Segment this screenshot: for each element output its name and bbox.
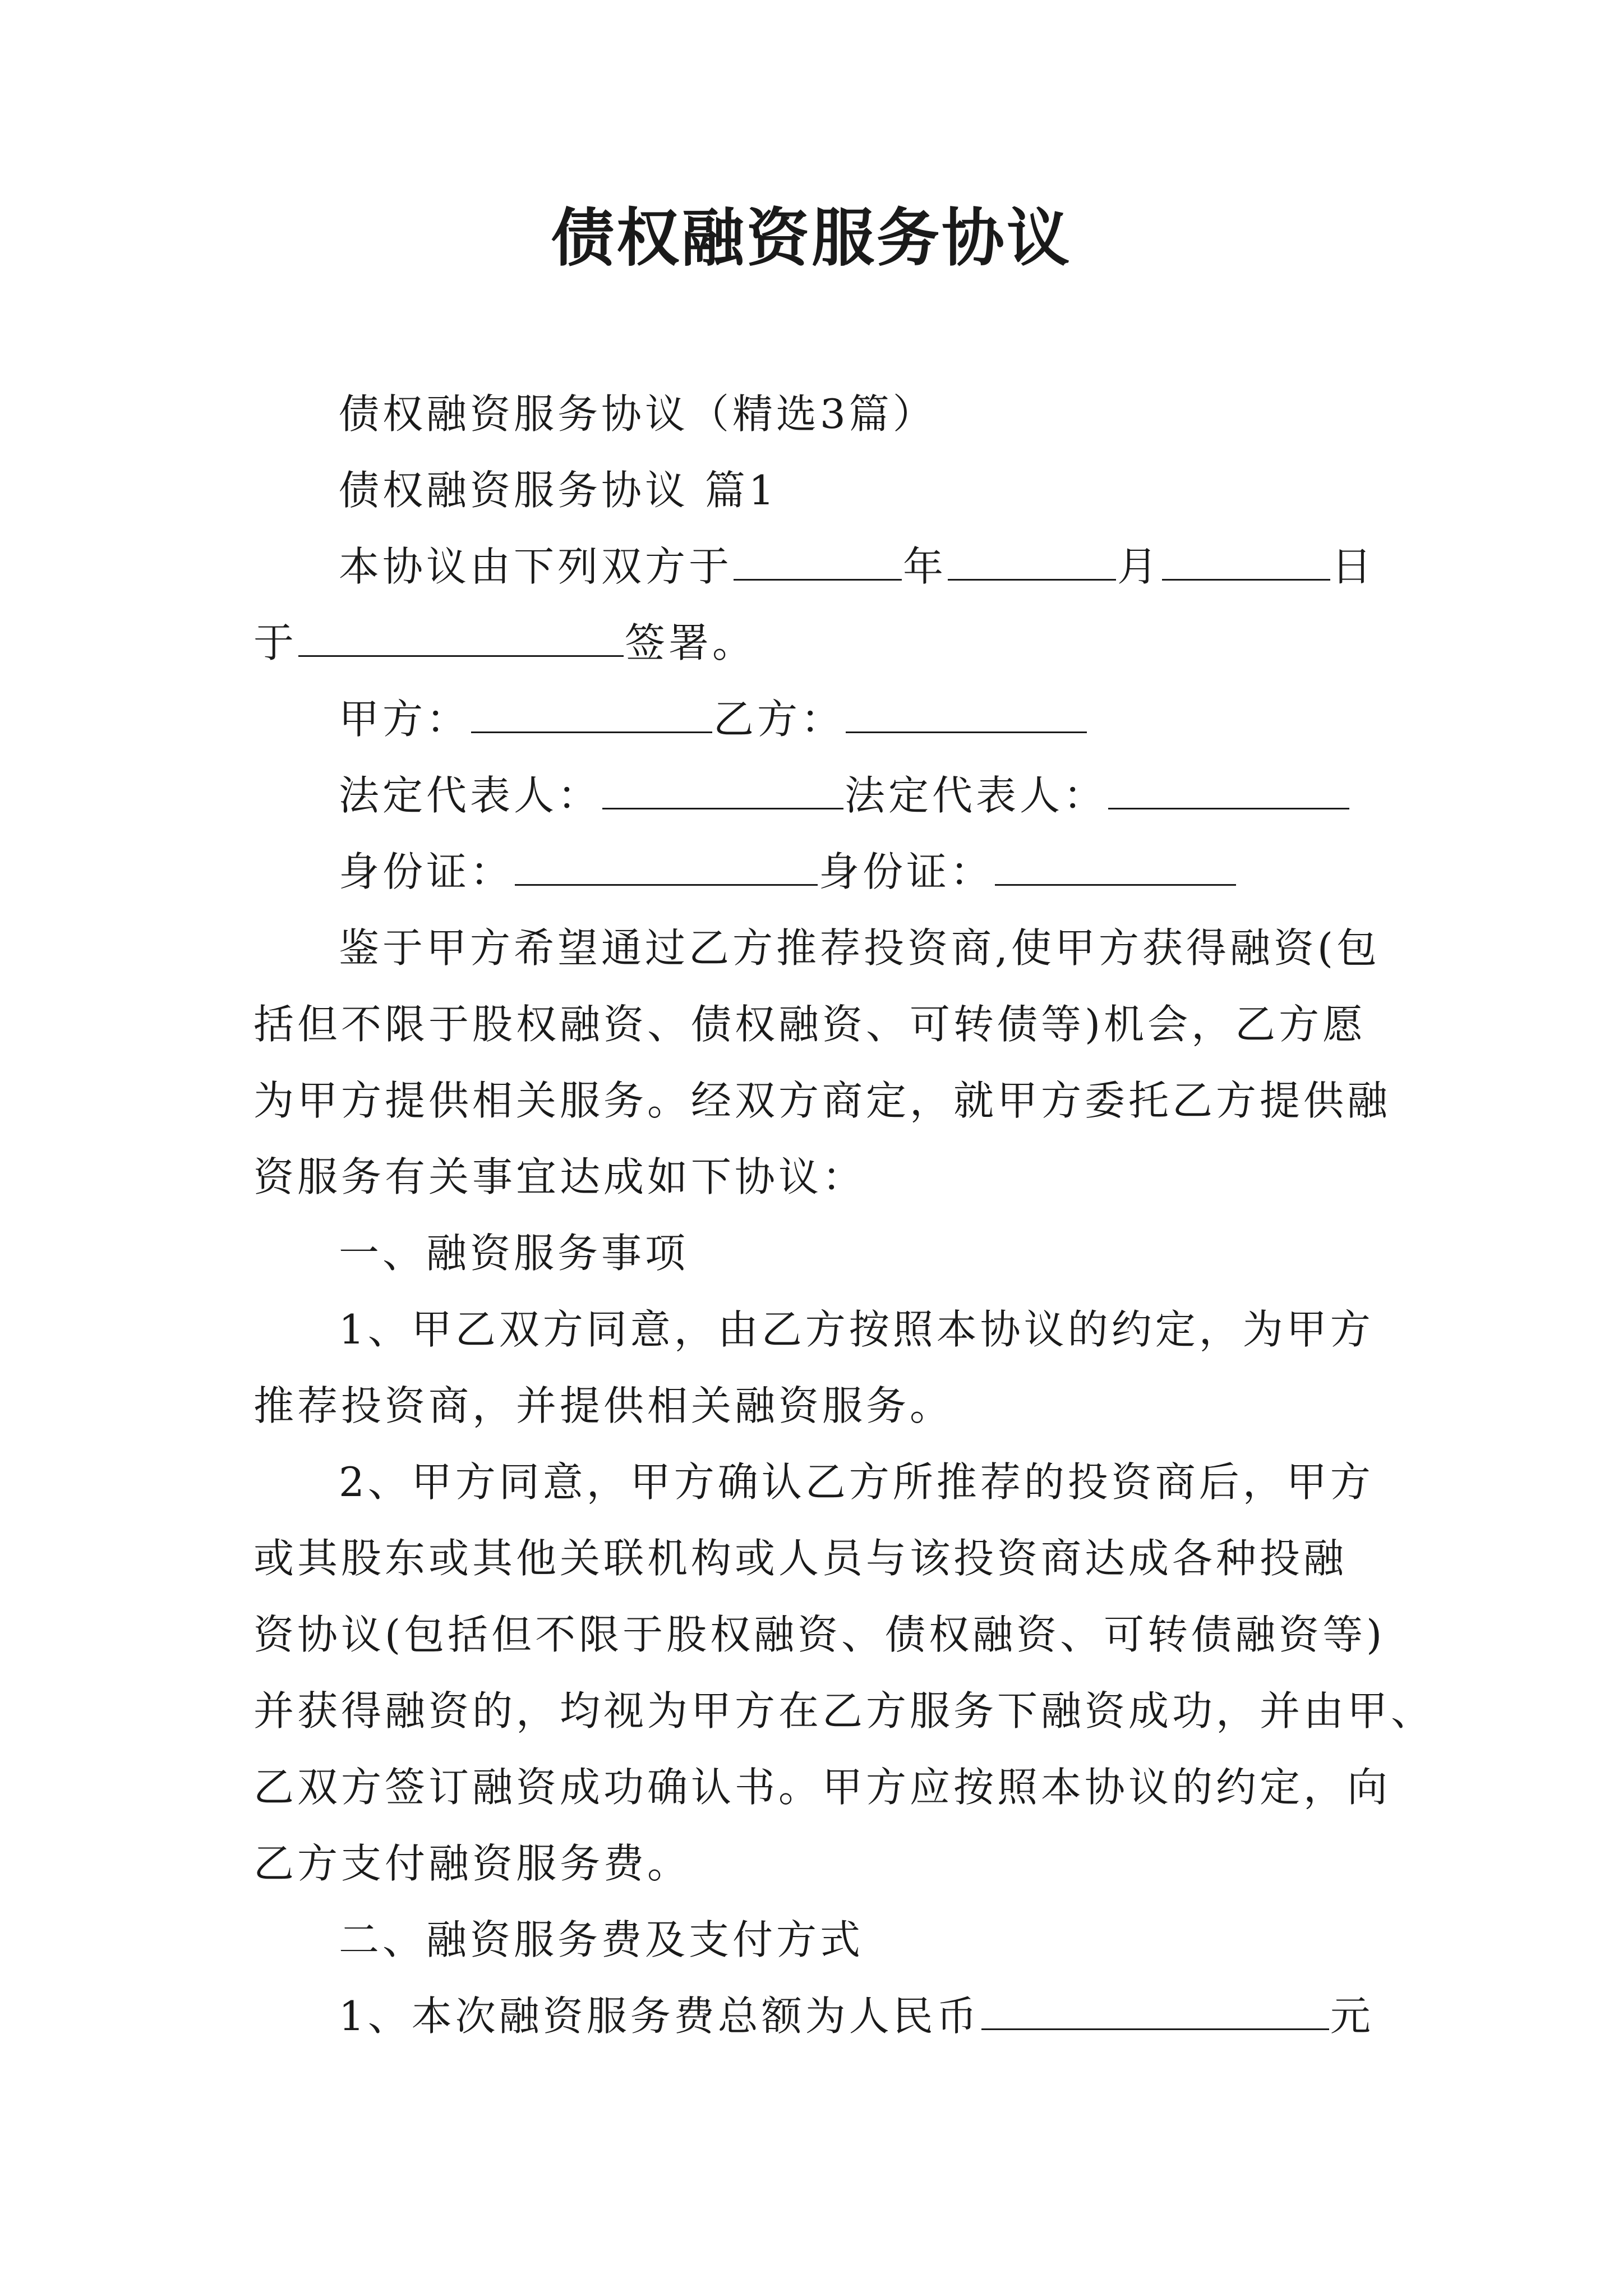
clause-1-2-line: 乙双方签订融资成功确认书。甲方应按照本协议的约定，向 [253,1764,1391,1811]
preamble-line: 鉴于甲方希望通过乙方推荐投资商,使甲方获得融资(包 [339,924,1380,972]
signing-line-1 [253,528,1381,605]
month-blank [948,545,1116,581]
id-b-blank [995,850,1236,886]
id-a-blank [515,850,818,886]
clause-1-2-line: 资协议(包括但不限于股权融资、债权融资、可转债融资等) [253,1611,1386,1658]
year-blank [734,545,902,581]
clause-1-2-line: 2、甲方同意，甲方确认乙方所推荐的投资商后，甲方 [339,1458,1374,1506]
day-blank [1162,545,1330,581]
signing-at: 于 [253,619,298,666]
preamble-line: 括但不限于股权融资、债权融资、可转债等)机会，乙方愿 [253,1001,1367,1048]
amount-blank [981,1995,1329,2030]
rep-a-blank [602,774,843,809]
preamble-line: 为甲方提供相关服务。经双方商定，就甲方委托乙方提供融 [253,1077,1391,1124]
party-a-label: 甲方： [339,696,471,743]
document-subtitle: 债权融资服务协议（精选3篇） [339,390,937,438]
clause-1-2-line: 或其股东或其他关联机构或人员与该投资商达成各种投融 [253,1535,1348,1582]
signing-text: 本协议由下列双方于 [339,543,733,590]
month-label: 月 [1117,543,1161,590]
heading-2: 二、融资服务费及支付方式 [339,1916,864,1963]
clause-2-1-line [253,1978,1381,2054]
clause-1-1-line: 推荐投资商，并提供相关融资服务。 [253,1382,954,1429]
rep-b-blank [1108,774,1349,809]
party-line [253,681,1381,757]
document-title: 债权融资服务协议 [551,201,1072,275]
party-b-blank [846,698,1087,733]
day-label: 日 [1331,543,1376,590]
clause-1-2-line: 并获得融资的，均视为甲方在乙方服务下融资成功，并由甲、 [253,1687,1435,1734]
signing-signed: 签署。 [625,619,757,666]
document-body [253,376,1435,2054]
year-label: 年 [903,543,947,590]
clause-2-1-text: 1、本次融资服务费总额为人民币 [339,1993,980,2040]
rep-b-label: 法定代表人： [845,772,1108,819]
amount-unit: 元 [1330,1993,1374,2040]
heading-1: 一、融资服务事项 [339,1230,689,1277]
section-title: 债权融资服务协议 篇1 [339,467,778,514]
party-a-blank [471,698,712,733]
id-line [253,834,1381,910]
rep-a-label: 法定代表人： [339,772,602,819]
id-b-label: 身份证： [819,848,994,895]
party-b-label: 乙方： [713,696,845,743]
place-blank [298,622,624,657]
preamble-line: 资服务有关事宜达成如下协议： [253,1153,866,1200]
representative-line [253,757,1381,834]
id-a-label: 身份证： [339,848,514,895]
signing-line-2 [253,605,1381,681]
clause-1-1-line: 1、甲乙双方同意，由乙方按照本协议的约定，为甲方 [339,1306,1374,1353]
clause-1-2-line: 乙方支付融资服务费。 [253,1840,691,1887]
